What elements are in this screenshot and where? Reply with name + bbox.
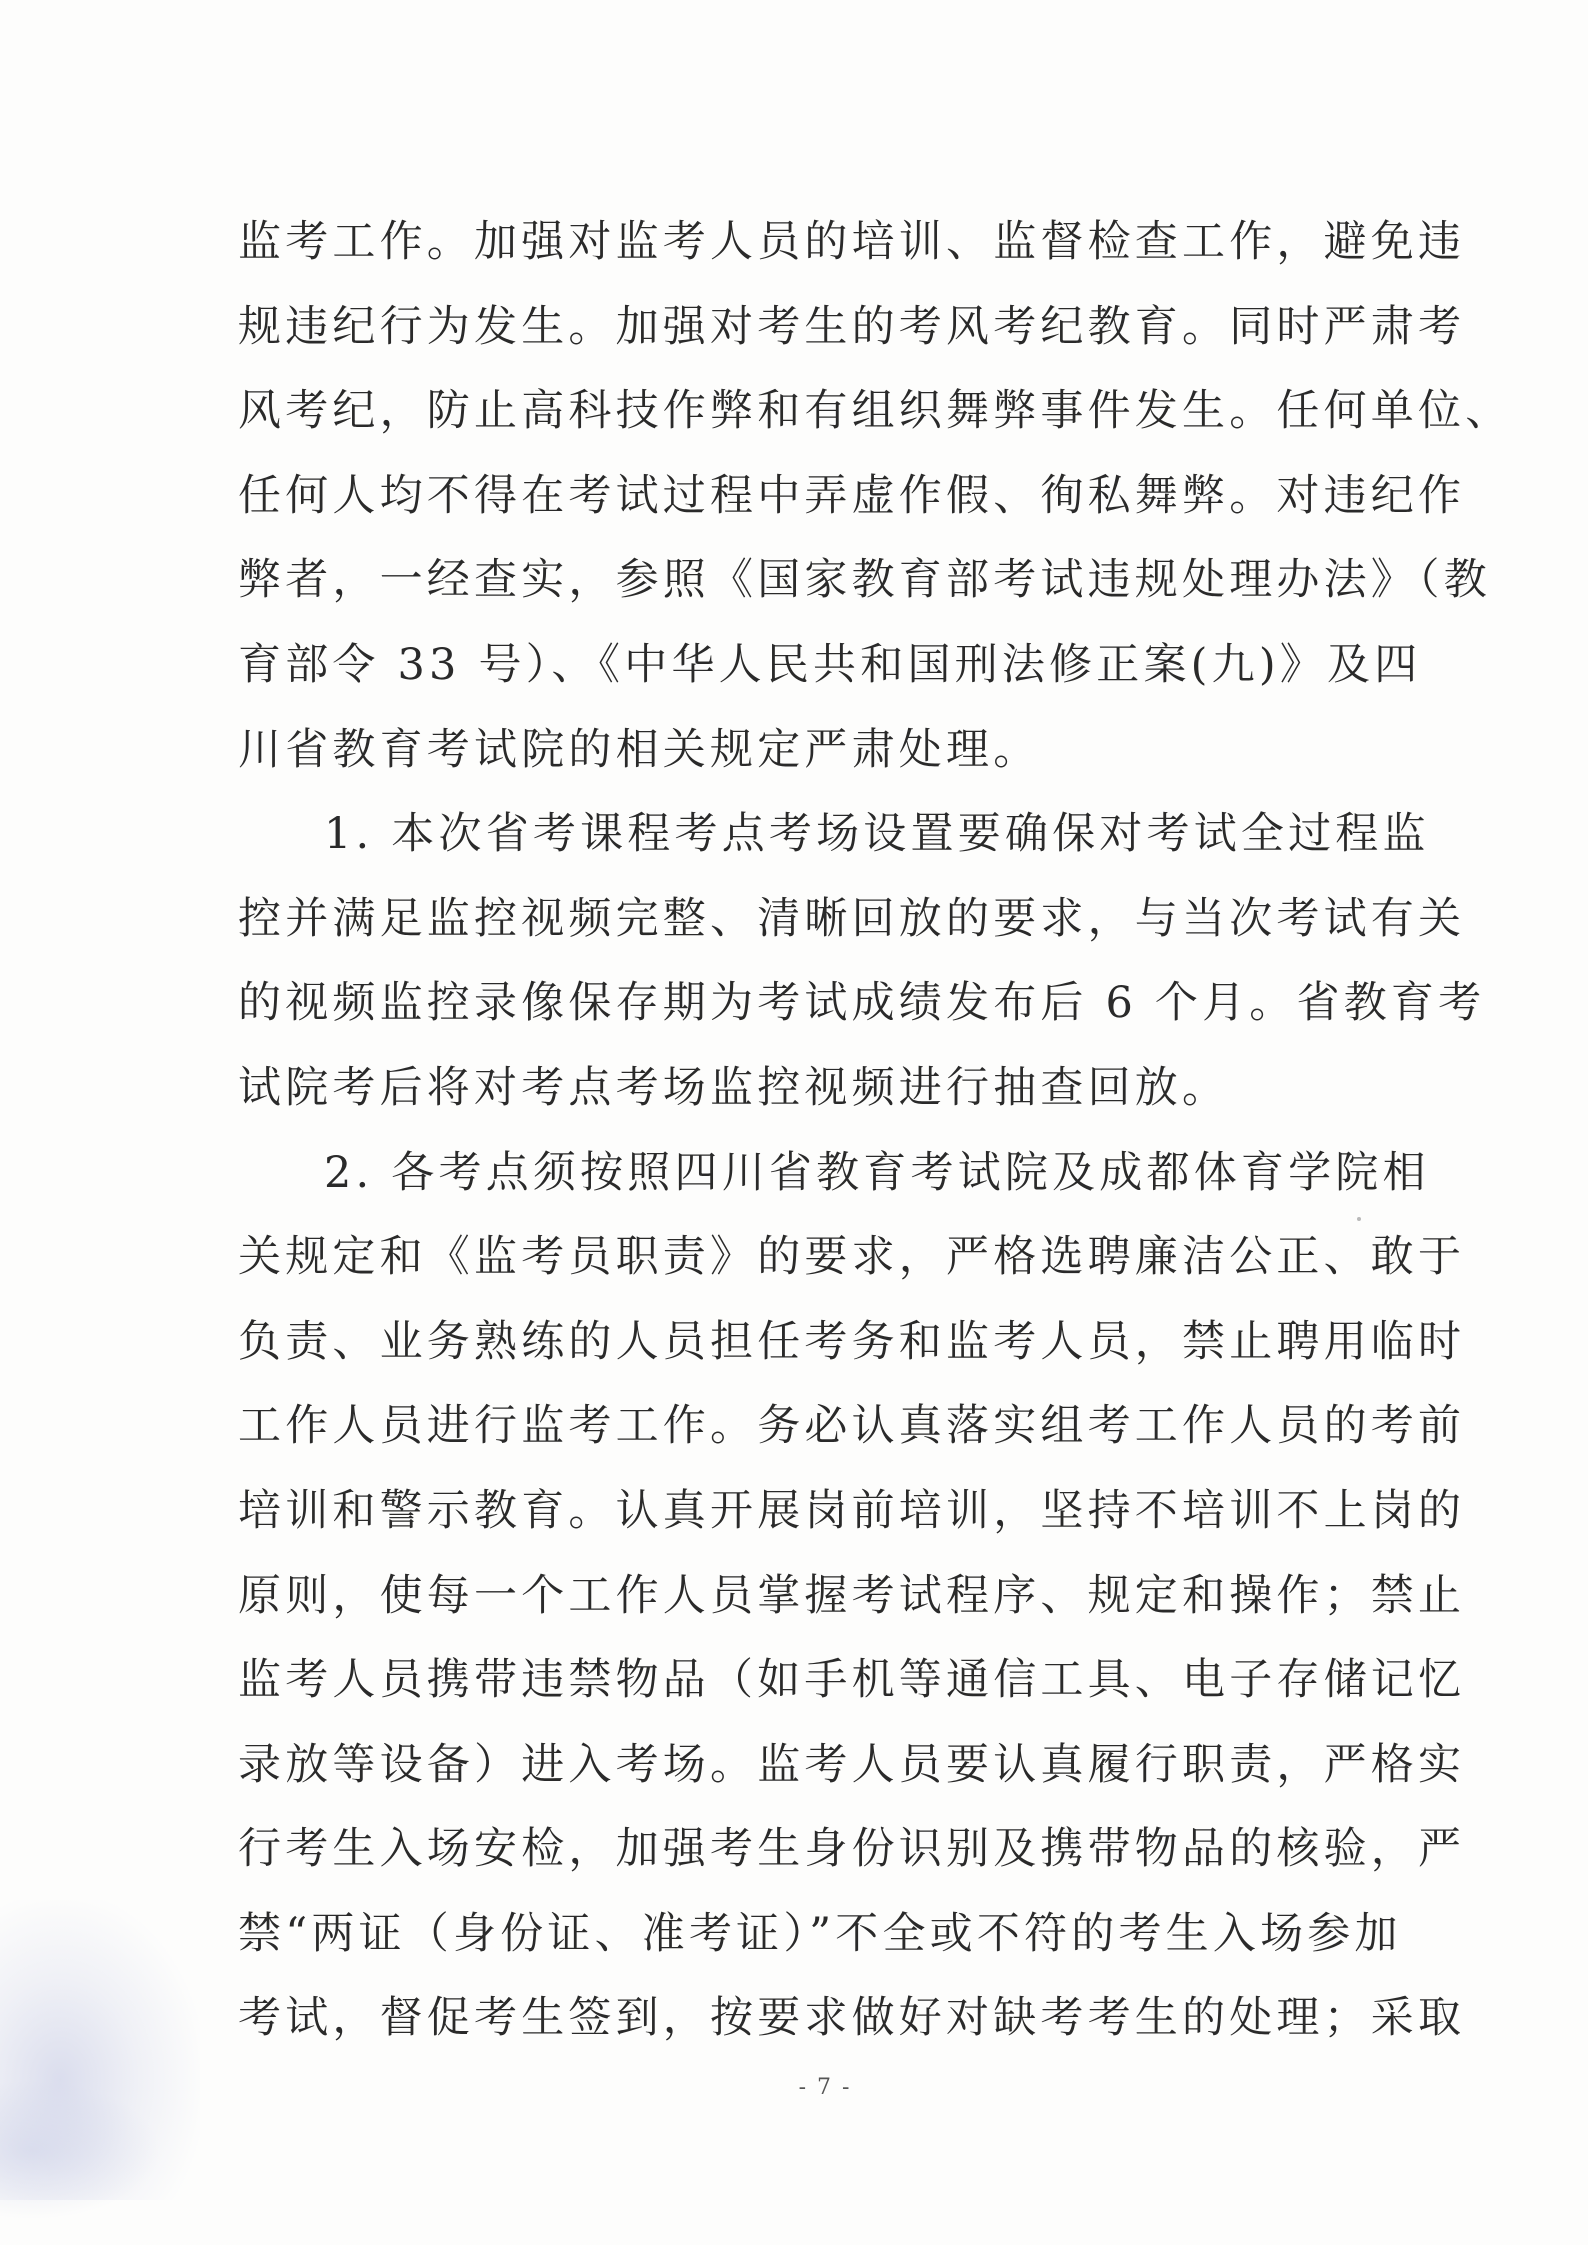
- text-line: 1. 本次省考课程考点考场设置要确保对考试全过程监: [324, 809, 1430, 860]
- page-number: - 7 -: [798, 2075, 852, 2100]
- text-line: 关规定和《监考员职责》的要求，严格选聘廉洁公正、敢于: [238, 1232, 1466, 1283]
- text-line: 负责、业务熟练的人员担任考务和监考人员，禁止聘用临时: [238, 1316, 1466, 1367]
- text-line: 原则，使每一个工作人员掌握考试程序、规定和操作；禁止: [238, 1570, 1466, 1621]
- text-line: 规违纪行为发生。加强对考生的考风考纪教育。同时严肃考: [238, 301, 1466, 352]
- text-line: 考试，督促考生签到，按要求做好对缺考考生的处理；采取: [238, 1993, 1466, 2044]
- text-line: 2. 各考点须按照四川省教育考试院及成都体育学院相: [324, 1147, 1430, 1198]
- text-line: 育部令 33 号）、《中华人民共和国刑法修正案(九)》及四: [238, 639, 1422, 690]
- text-line: 监考工作。加强对监考人员的培训、监督检查工作，避免违: [238, 217, 1466, 267]
- text-line: 川省教育考试院的相关规定严肃处理。: [238, 724, 1041, 775]
- text-line: 风考纪，防止高科技作弊和有组织舞弊事件发生。任何单位、: [238, 386, 1513, 437]
- text-line: 任何人均不得在考试过程中弄虚作假、徇私舞弊。对违纪作: [238, 470, 1466, 521]
- body-text: [238, 200, 1513, 2061]
- text-line: 行考生入场安检，加强考生身份识别及携带物品的核验，严: [238, 1824, 1466, 1875]
- text-line: 弊者，一经查实，参照《国家教育部考试违规处理办法》（教: [238, 555, 1491, 606]
- text-line: 试院考后将对考点考场监控视频进行抽查回放。: [238, 1062, 1230, 1113]
- text-line: 监考人员携带违禁物品（如手机等通信工具、电子存储记忆: [238, 1655, 1466, 1706]
- scan-dot: [1357, 1217, 1361, 1221]
- text-line: 的视频监控录像保存期为考试成绩发布后 6 个月。省教育考: [238, 978, 1486, 1029]
- text-line: 录放等设备）进入考场。监考人员要认真履行职责，严格实: [238, 1739, 1466, 1790]
- text-line: 工作人员进行监考工作。务必认真落实组考工作人员的考前: [238, 1401, 1466, 1452]
- text-line: 控并满足监控视频完整、清晰回放的要求，与当次考试有关: [238, 893, 1466, 944]
- scan-artifact: [0, 2080, 160, 2220]
- text-line: 禁“两证（身份证、准考证）”不全或不符的考生入场参加: [238, 1908, 1402, 1959]
- text-line: 培训和警示教育。认真开展岗前培训，坚持不培训不上岗的: [238, 1485, 1466, 1536]
